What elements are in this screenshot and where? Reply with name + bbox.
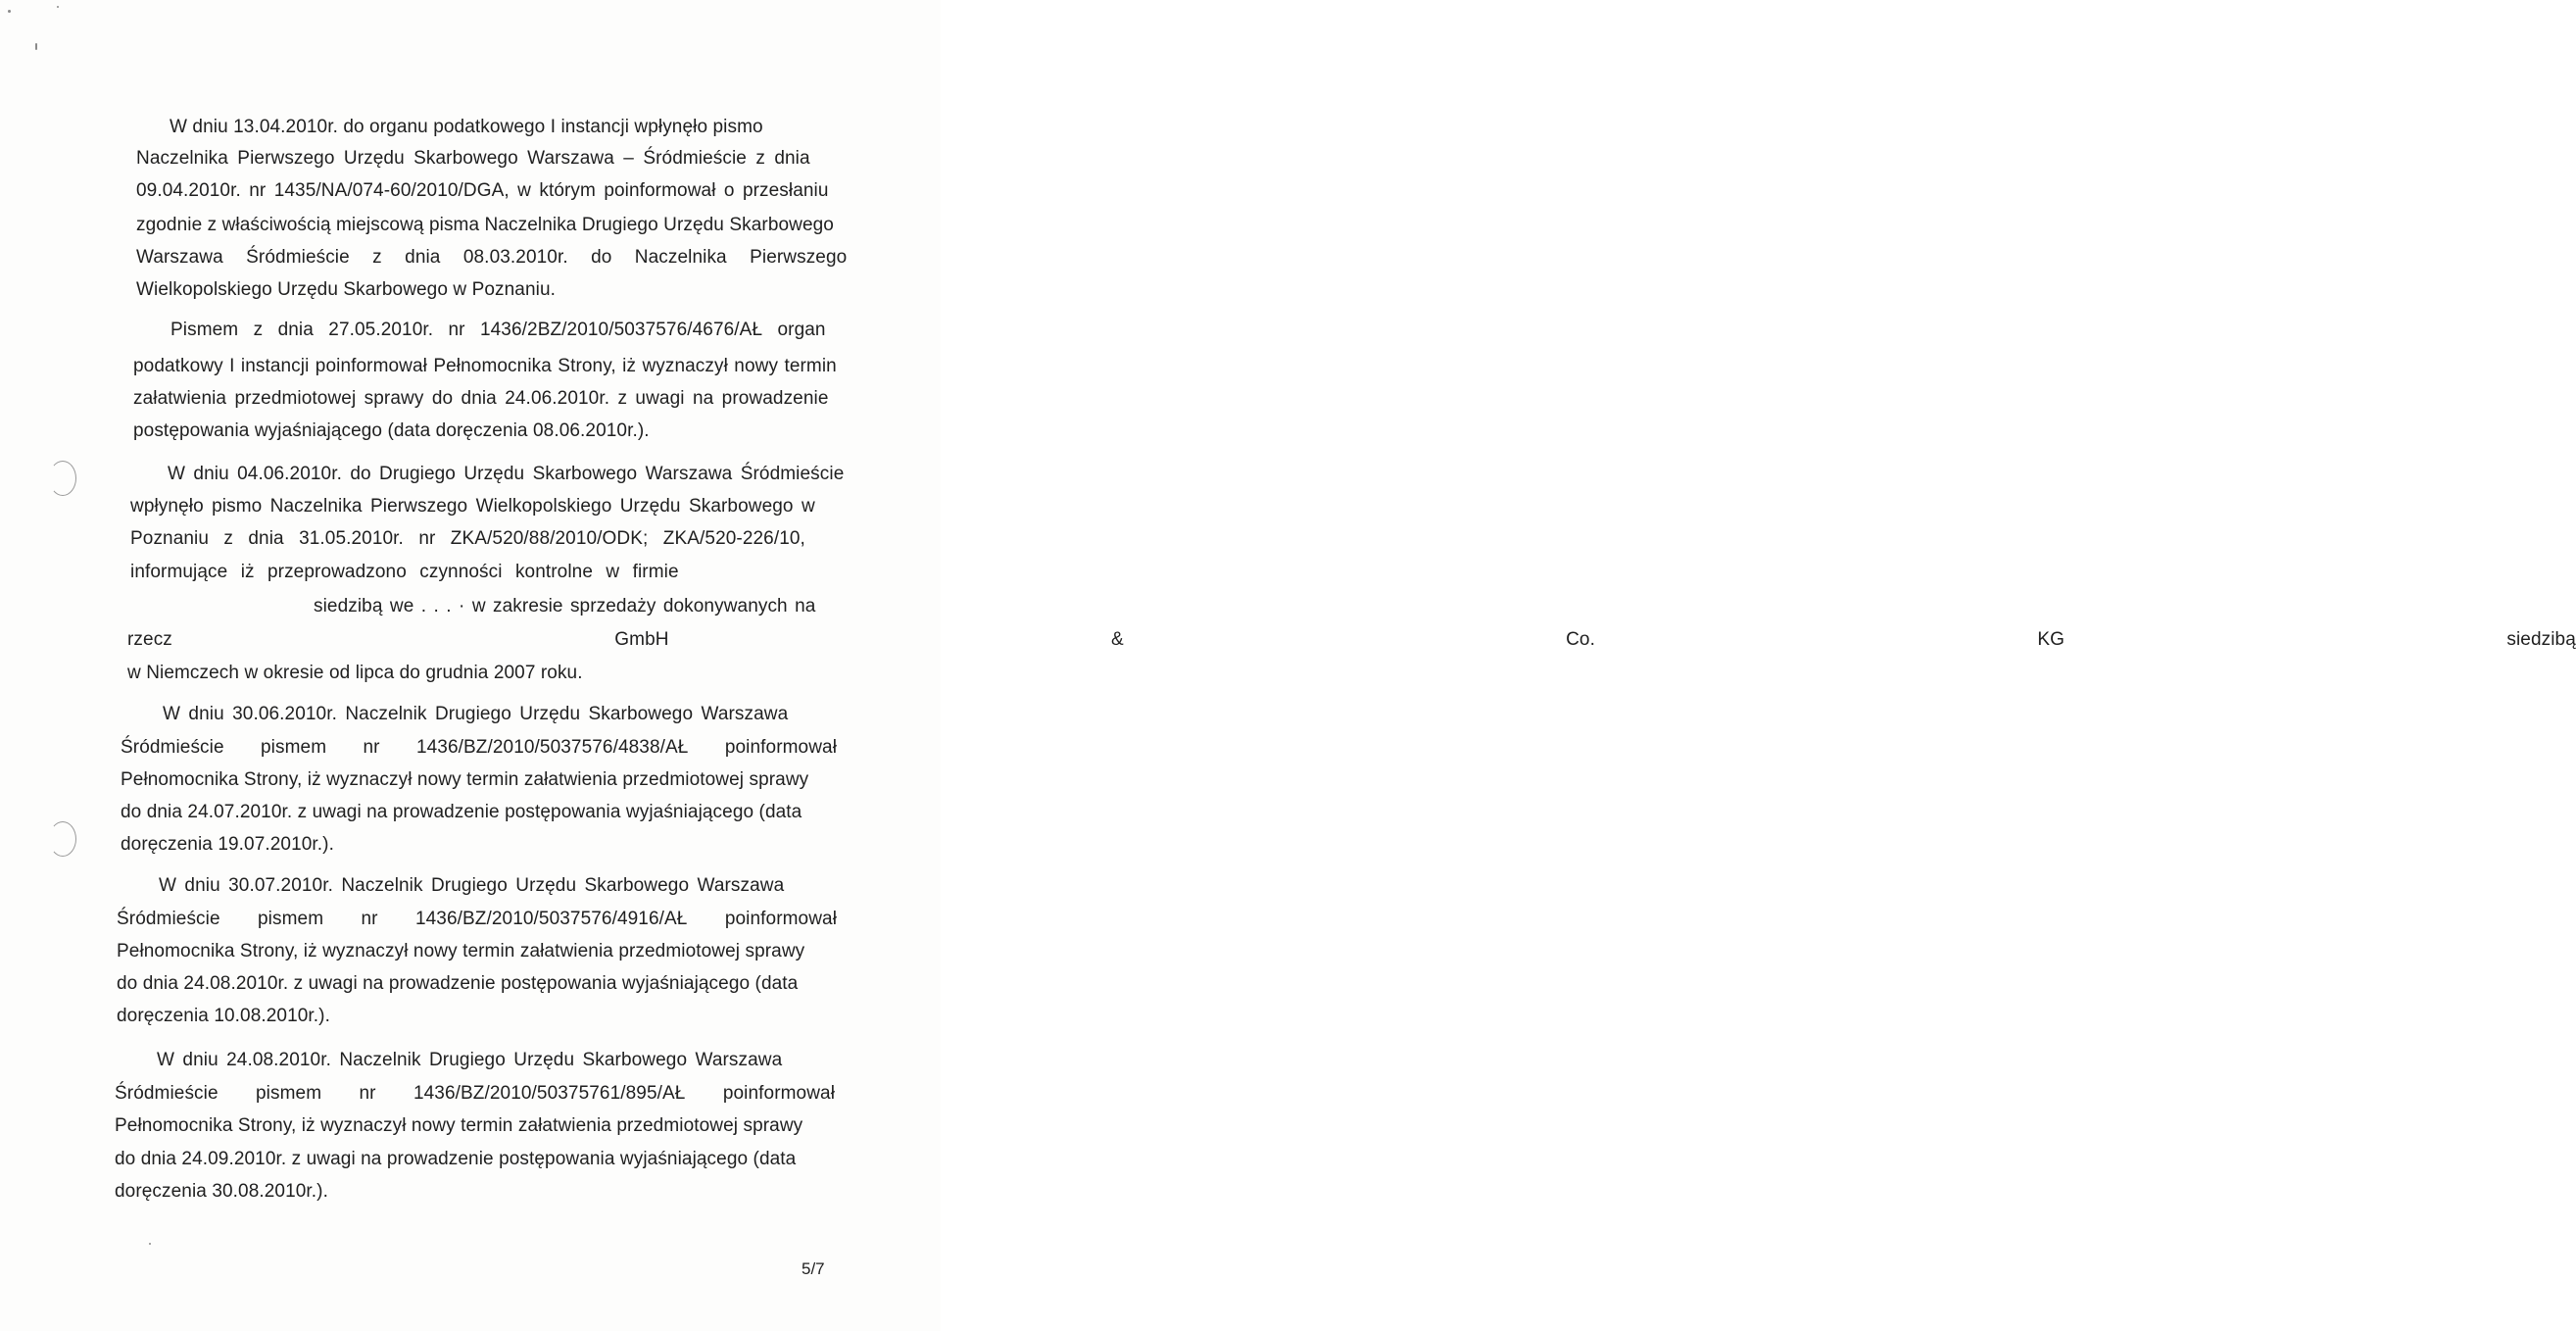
text-line [130,527,805,551]
text-line [117,1005,330,1028]
text-line [163,703,788,726]
line-text: do dnia 24.07.2010r. z uwagi na prowadzenie postępowania wyjaśniającego (data [121,802,802,822]
line-text: Wielkopolskiego Urzędu Skarbowego w Poznaniu. [136,279,557,300]
line-text: postępowania wyjaśniającego (data doręczenia 08.06.2010r.). [133,420,650,441]
text-line [159,874,784,898]
text-line [136,147,810,171]
punch-hole-mark [49,821,76,857]
line-text: do dnia 24.08.2010r. z uwagi na prowadzenie postępowania wyjaśniającego (data [117,973,799,994]
line-text: Pełnomocnika Strony, iż wyznaczył nowy termin załatwienia przedmiotowej sprawy [115,1115,803,1136]
text-line [136,246,847,270]
text-line [127,628,2576,652]
page-number: 5/7 [802,1259,825,1278]
text-line [117,908,837,931]
text-line [121,833,334,857]
scan-speck [35,43,37,50]
text-line [117,940,804,963]
punch-hole-mark [49,461,76,496]
line-text: Pismem z dnia 27.05.2010r. nr 1436/2BZ/2010/5037576/4676/AŁ organ [170,320,826,340]
text-line [115,1180,328,1204]
text-line [136,214,834,237]
line-text: Śródmieście pismem nr 1436/BZ/2010/5037576/4916/AŁ poinformował [117,909,838,929]
text-line [133,387,829,411]
scan-speck [57,6,59,8]
line-text: zgodnie z właściwością miejscową pisma Naczelnika Drugiego Urzędu Skarbowego [136,215,834,235]
text-line [136,278,556,302]
line-text: Śródmieście pismem nr 1436/BZ/2010/5037576/4838/AŁ poinformował [121,737,838,758]
text-line [157,1049,782,1072]
line-text: rzecz GmbH & Co. KG siedzibą [127,629,2576,650]
text-line [127,662,583,685]
line-text: W dniu 30.06.2010r. Naczelnik Drugiego Urzędu Skarbowego Warszawa [163,704,789,724]
line-text: Warszawa Śródmieście z dnia 08.03.2010r. do Naczelnika Pierwszego [136,247,848,268]
line-text: doręczenia 10.08.2010r.). [117,1006,330,1026]
line-text: 09.04.2010r. nr 1435/NA/074-60/2010/DGA, w którym poinformował o przesłaniu [136,180,829,201]
line-text: informujące iż przeprowadzono czynności kontrolne w firmie [130,562,679,582]
line-text: siedzibą we . . . · w zakresie sprzedaży dokonywanych na [314,596,816,616]
scan-speck [149,1243,151,1245]
text-line [115,1114,802,1138]
text-line [121,801,802,824]
line-text: wpłynęło pismo Naczelnika Pierwszego Wielkopolskiego Urzędu Skarbowego w [130,496,815,517]
line-text: doręczenia 19.07.2010r.). [121,834,334,855]
text-line [170,319,826,342]
line-text: Pełnomocnika Strony, iż wyznaczył nowy termin załatwienia przedmiotowej sprawy [117,941,805,961]
text-line [170,116,834,139]
text-line [115,1082,835,1106]
line-text: W dniu 24.08.2010r. Naczelnik Drugiego Urzędu Skarbowego Warszawa [157,1050,783,1070]
line-text: doręczenia 30.08.2010r.). [115,1181,328,1202]
text-line [168,463,844,486]
text-line [136,179,829,203]
line-text: Śródmieście pismem nr 1436/BZ/2010/50375761/895/AŁ poinformował [115,1083,836,1104]
text-line [117,972,798,996]
line-text: załatwienia przedmiotowej sprawy do dnia 24.06.2010r. z uwagi na prowadzenie [133,388,829,409]
line-text: W dniu 04.06.2010r. do Drugiego Urzędu Skarbowego Warszawa Śródmieście [168,464,845,484]
text-line [314,595,815,618]
line-text: podatkowy I instancji poinformował Pełnomocnika Strony, iż wyznaczył nowy termin [133,356,837,376]
text-line [115,1148,796,1171]
line-text: Naczelnika Pierwszego Urzędu Skarbowego Warszawa – Śródmieście z dnia [136,148,810,169]
line-text: do dnia 24.09.2010r. z uwagi na prowadzenie postępowania wyjaśniającego (data [115,1149,797,1169]
text-line [133,355,837,378]
line-text: Poznaniu z dnia 31.05.2010r. nr ZKA/520/88/2010/ODK; ZKA/520-226/10, [130,528,805,549]
text-line [133,419,650,443]
scan-speck [8,10,11,13]
line-text: W dniu 13.04.2010r. do organu podatkowego I instancji wpłynęło pismo [170,117,763,137]
line-text: Pełnomocnika Strony, iż wyznaczył nowy termin załatwienia przedmiotowej sprawy [121,769,809,790]
text-line [121,736,837,760]
text-line [121,768,808,792]
line-text: w Niemczech w okresie od lipca do grudnia 2007 roku. [127,663,583,683]
line-text: W dniu 30.07.2010r. Naczelnik Drugiego Urzędu Skarbowego Warszawa [159,875,785,896]
text-line [130,561,679,584]
text-line [130,495,815,518]
